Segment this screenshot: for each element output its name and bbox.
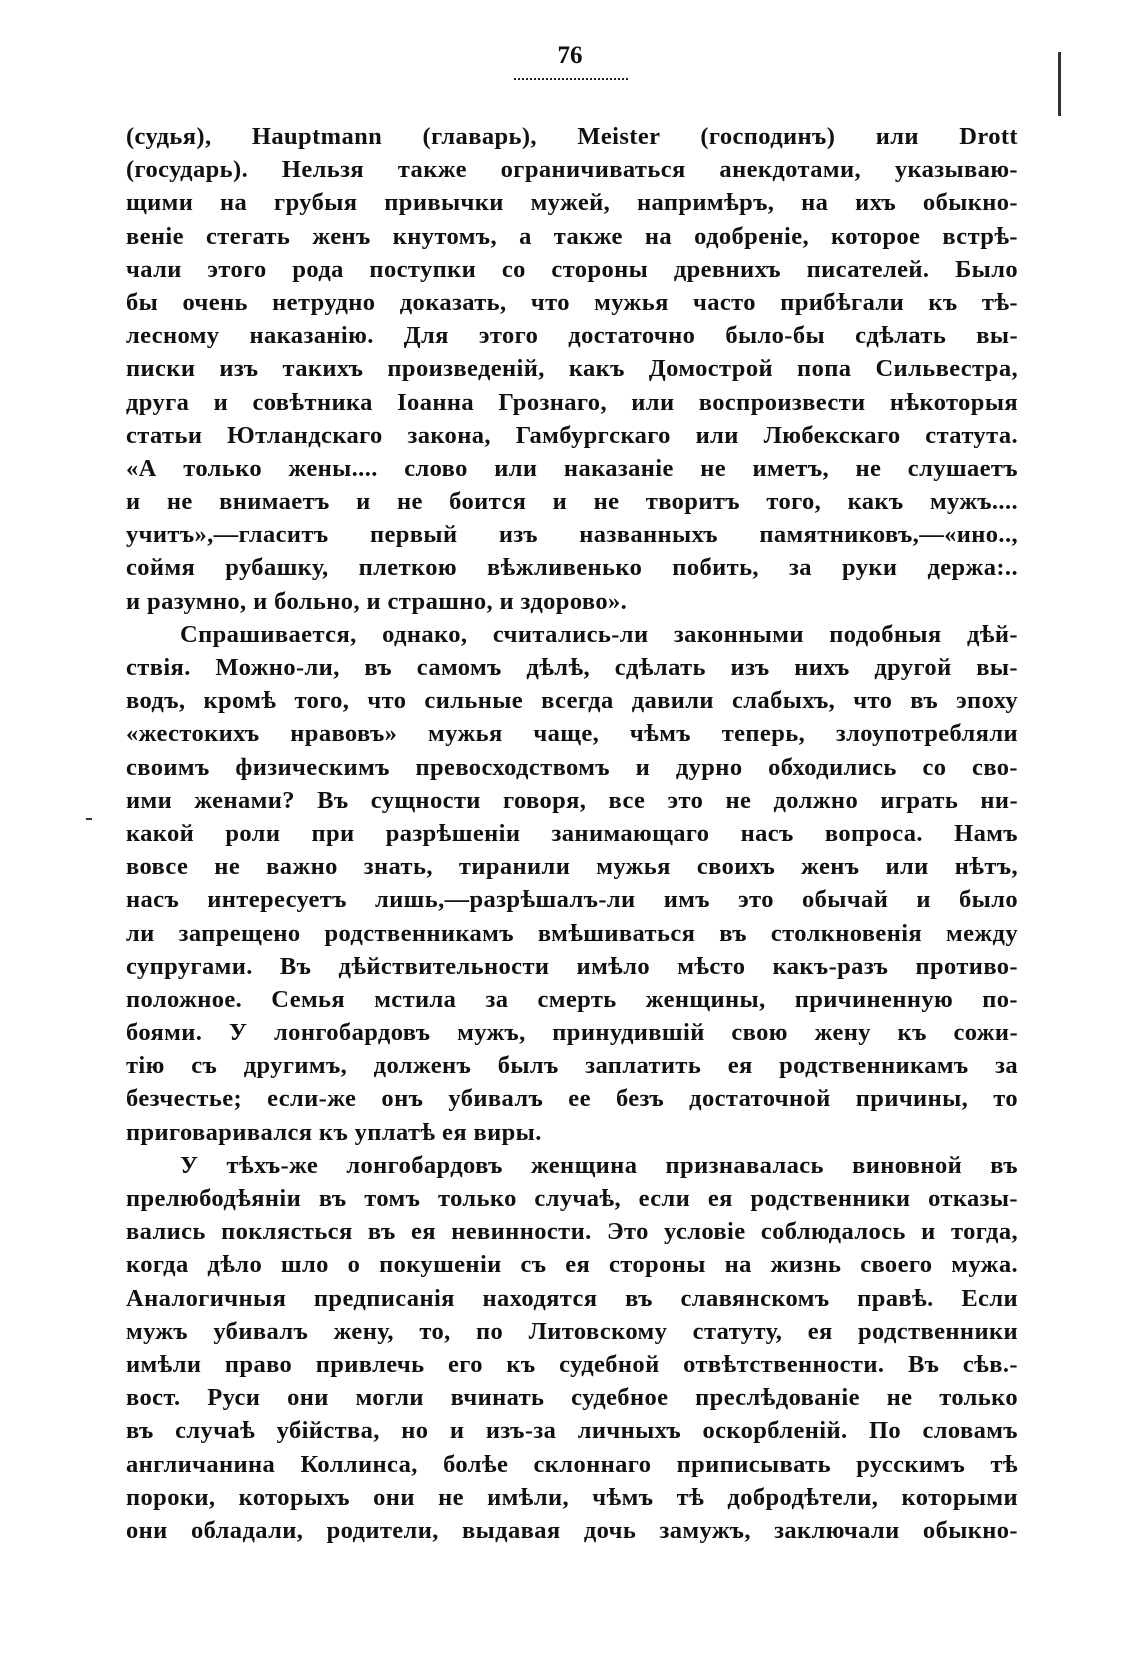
text-line: въ случаѣ убійства, но и изъ-за личныхъ оскорбленій. По словамъ bbox=[126, 1417, 1018, 1445]
text-line: и не внимаетъ и не боится и не творитъ того, какъ мужъ.... bbox=[126, 488, 1018, 516]
text-line: (государь). Нельзя также ограничиваться анекдотами, указываю- bbox=[126, 156, 1018, 184]
paragraph-3 bbox=[126, 1149, 1018, 1547]
text-line: чали этого рода поступки со стороны древнихъ писателей. Было bbox=[126, 255, 1018, 283]
text-line: Аналогичныя предписанія находятся въ славянскомъ правѣ. Если bbox=[126, 1284, 1018, 1312]
text-line: своимъ физическимъ превосходствомъ и дурно обходились со сво- bbox=[126, 753, 1018, 781]
text-line: лесному наказанію. Для этого достаточно было-бы сдѣлать вы- bbox=[126, 322, 1018, 350]
right-margin-scan-line bbox=[1058, 52, 1061, 116]
text-line: ствія. Можно-ли, въ самомъ дѣлѣ, сдѣлать изъ нихъ другой вы- bbox=[126, 654, 1018, 681]
text-line: насъ интересуетъ лишь,—разрѣшалъ-ли имъ это обычай и было bbox=[126, 886, 1018, 914]
text-line: вост. Руси они могли вчинать судебное преслѣдованіе не только bbox=[126, 1384, 1018, 1412]
header-dotted-rule bbox=[514, 78, 628, 80]
body-text bbox=[126, 120, 1018, 1547]
page-number: 76 bbox=[557, 42, 583, 69]
text-line: «жестокихъ нравовъ» мужья чаще, чѣмъ теперь, злоупотребляли bbox=[126, 720, 1018, 748]
text-line: У тѣхъ-же лонгобардовъ женщина признавалась виновной въ bbox=[180, 1151, 1018, 1179]
text-line: бы очень нетрудно доказать, что мужья часто прибѣгали къ тѣ- bbox=[126, 288, 1018, 316]
text-line: супругами. Въ дѣйствительности имѣло мѣсто какъ-разъ противо- bbox=[126, 952, 1018, 980]
text-line: положное. Семья мстила за смерть женщины, причиненную по- bbox=[126, 985, 1018, 1013]
text-line: вовсе не важно знать, тиранили мужья своихъ женъ или нѣтъ, bbox=[126, 853, 1018, 881]
text-line: Спрашивается, однако, считались-ли законными подобныя дѣй- bbox=[180, 620, 1018, 648]
text-line: они обладали, родители, выдавая дочь замужъ, заключали обыкно- bbox=[126, 1516, 1018, 1544]
text-line: учитъ»,—гласитъ первый изъ названныхъ памятниковъ,—«ино.., bbox=[126, 521, 1018, 549]
text-line: прелюбодѣяніи въ томъ только случаѣ, если ея родственники отказы- bbox=[126, 1185, 1018, 1212]
paragraph-2 bbox=[126, 618, 1018, 1149]
text-line: (судья), Hauptmann (главарь), Meister (господинъ) или Drott bbox=[126, 123, 1018, 150]
left-margin-scan-dot bbox=[86, 818, 92, 820]
text-line: писки изъ такихъ произведеній, какъ Домострой попа Сильвестра, bbox=[126, 355, 1018, 383]
text-line: вались поклясться въ ея невинности. Это условіе соблюдалось и тогда, bbox=[126, 1218, 1018, 1246]
text-line: приговаривался къ уплатѣ ея виры. bbox=[126, 1118, 542, 1146]
text-line: мужъ убивалъ жену, то, по Литовскому статуту, ея родственники bbox=[126, 1317, 1018, 1345]
text-line: и разумно, и больно, и страшно, и здорово». bbox=[126, 587, 628, 615]
text-line: «А только жены.... слово или наказаніе не иметъ, не слушаетъ bbox=[126, 454, 1018, 482]
text-line: англичанина Коллинса, болѣе склоннаго приписывать русскимъ тѣ bbox=[126, 1450, 1018, 1478]
text-line: веніе стегать женъ кнутомъ, а также на одобреніе, которое встрѣ- bbox=[126, 222, 1018, 250]
text-line: ими женами? Въ сущности говоря, все это не должно играть ни- bbox=[126, 786, 1018, 814]
text-line: щими на грубыя привычки мужей, напримѣръ, на ихъ обыкно- bbox=[126, 189, 1018, 217]
text-line: боями. У лонгобардовъ мужъ, принудившій свою жену къ сожи- bbox=[126, 1019, 1018, 1047]
text-line: имѣли право привлечь его къ судебной отвѣтственности. Въ сѣв.- bbox=[126, 1350, 1018, 1378]
text-line: друга и совѣтника Іоанна Грознаго, или воспроизвести нѣкоторыя bbox=[126, 388, 1018, 416]
text-line: какой роли при разрѣшеніи занимающаго насъ вопроса. Намъ bbox=[126, 819, 1018, 847]
text-line: пороки, которыхъ они не имѣли, чѣмъ тѣ добродѣтели, которыми bbox=[126, 1483, 1018, 1511]
text-line: ли запрещено родственникамъ вмѣшиваться въ столкновенія между bbox=[126, 919, 1018, 947]
text-line: тію съ другимъ, долженъ былъ заплатить ея родственникамъ за bbox=[126, 1052, 1018, 1080]
text-line: статьи Ютландскаго закона, Гамбургскаго или Любекскаго статута. bbox=[126, 421, 1018, 449]
text-line: безчестье; если-же онъ убивалъ ее безъ достаточной причины, то bbox=[126, 1085, 1018, 1113]
text-line: когда дѣло шло о покушеніи съ ея стороны на жизнь своего мужа. bbox=[126, 1251, 1018, 1279]
text-line: соймя рубашку, плеткою вѣжливенько побить, за руки держа:.. bbox=[126, 554, 1018, 582]
paragraph-1 bbox=[126, 120, 1018, 618]
text-line: водъ, кромѣ того, что сильные всегда давили слабыхъ, что въ эпоху bbox=[126, 687, 1018, 715]
